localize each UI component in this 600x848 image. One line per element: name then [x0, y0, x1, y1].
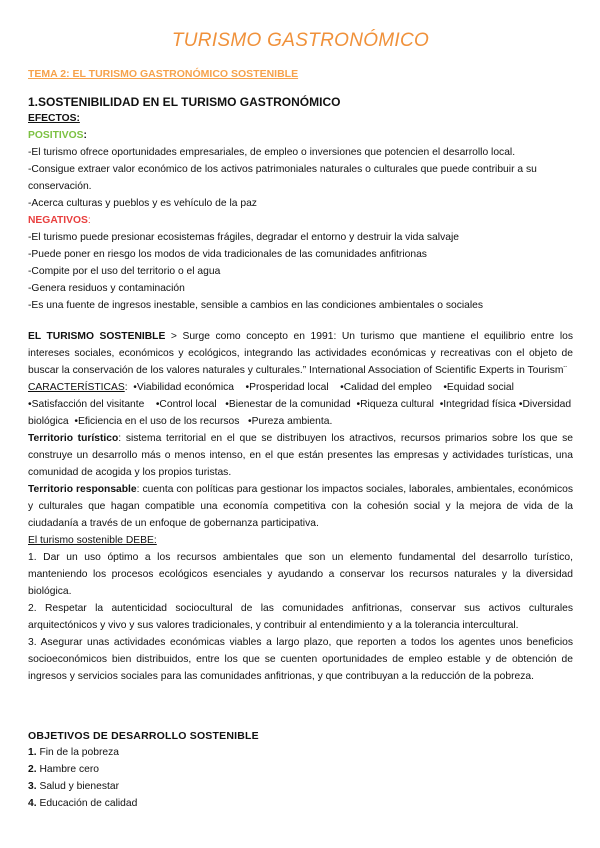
- debe-label: El turismo sostenible DEBE:: [28, 535, 157, 546]
- territorio-turistico-text: : sistema territorial en el que se distribuyen los atractivos, recursos primarios sobre los que se construye un desarrollo más o menos intenso, en el que están presentes las empresas y actividades turísticas, una comunidad de acogida y los propios turistas.: [28, 433, 573, 478]
- objetivo-text: Hambre cero: [36, 764, 99, 775]
- section-sostenibilidad: [28, 94, 573, 314]
- sostenible-text: > Surge como concepto en 1991: Un turismo que mantiene el equilibrio entre los intereses sociales, económicos y ecológicos, integrando las actividades económicas y recreativas con el objeto de buscar la conservación de los valores naturales y culturales.” International Association of Scientific Experts in Tourism¨: [28, 331, 573, 376]
- positivo-item: -Acerca culturas y pueblos y es vehículo de la paz: [28, 198, 257, 209]
- debe-item: 3. Asegurar unas actividades económicas viables a largo plazo, que reporten a todos los agentes unos beneficios socioeconómicos bien distribuidos, entre los que se cuenten oportunidades de empleo estable y de obtención de ingresos y servicios sociales para las comunidades anfitrionas, y que contribuyan a la reducción de la pobreza.: [28, 637, 573, 682]
- negativo-item: -El turismo puede presionar ecosistemas frágiles, degradar el entorno y destruir la vida salvaje: [28, 232, 459, 243]
- caracteristica-item: •Equidad social: [443, 382, 514, 393]
- sostenible-paragraph: [28, 328, 573, 379]
- caracteristicas-label: CARACTERÍSTICAS: [28, 382, 125, 393]
- caracteristica-item: •Control local: [155, 399, 217, 410]
- negativo-item: -Compite por el uso del territorio o el agua: [28, 266, 221, 277]
- positivo-item: -El turismo ofrece oportunidades empresariales, de empleo o inversiones que potencien el desarrollo local.: [28, 147, 516, 158]
- caracteristica-item: •Riqueza cultural: [356, 399, 434, 410]
- objetivo-number: 2.: [28, 764, 37, 775]
- negativo-item: -Es una fuente de ingresos inestable, sensible a cambios en las condiciones ambientales o sociales: [28, 300, 484, 311]
- negativo-item: -Genera residuos y contaminación: [28, 283, 185, 294]
- caracteristica-item: •Viabilidad económica: [133, 382, 235, 393]
- objetivo-item: [28, 795, 573, 812]
- section-turismo-sostenible: [28, 328, 573, 685]
- territorio-turistico-paragraph: [28, 430, 573, 481]
- objetivo-text: Fin de la pobreza: [36, 747, 120, 758]
- caracteristica-item: •Prosperidad local: [245, 382, 329, 393]
- negativos-heading: NEGATIVOS:: [28, 215, 91, 226]
- caracteristica-item: •Diversidad biológica: [28, 399, 572, 427]
- topic-heading: TEMA 2: EL TURISMO GASTRONÓMICO SOSTENIBLE: [28, 68, 299, 80]
- caracteristica-item: •Pureza ambienta.: [248, 416, 333, 427]
- territorio-responsable-paragraph: [28, 481, 573, 532]
- objetivo-item: [28, 778, 573, 795]
- objetivo-text: Salud y bienestar: [36, 781, 120, 792]
- caracteristica-item: •Bienestar de la comunidad: [225, 399, 351, 410]
- sostenible-label: EL TURISMO SOSTENIBLE: [28, 331, 166, 342]
- positivos-heading: POSITIVOS:: [28, 130, 87, 141]
- territorio-turistico-label: Territorio turístico: [28, 433, 119, 444]
- section-objetivos: [28, 728, 573, 812]
- objetivo-item: [28, 761, 573, 778]
- caracteristica-item: •Eficiencia en el uso de los recursos: [74, 416, 240, 427]
- caracteristicas-paragraph: CARACTERÍSTICAS: •Viabilidad económica •Prosperidad local •Calidad del empleo •Equidad social •Satisfacción del visitante •Control local •Bienestar de la comunidad •Riqueza cultural •Integridad física •Diversidad biológica •Eficiencia en el uso de los recursos •Pureza ambienta.: [28, 382, 572, 427]
- caracteristica-item: •Integridad física: [439, 399, 516, 410]
- positivos-label: POSITIVOS: [28, 130, 84, 141]
- objetivo-item: [28, 744, 573, 761]
- section-heading: 1.SOSTENIBILIDAD EN EL TURISMO GASTRONÓMICO: [28, 95, 341, 109]
- objetivo-number: 4.: [28, 798, 37, 809]
- debe-item: 2. Respetar la autenticidad sociocultural de las comunidades anfitrionas, conservar sus activos culturales arquitectónicos y vivo y sus valores tradicionales, y contribuir al entendimiento y a la tolerancia intercultural.: [28, 603, 573, 631]
- objetivo-number: 3.: [28, 781, 37, 792]
- debe-item: 1. Dar un uso óptimo a los recursos ambientales que son un elemento fundamental del desarrollo turístico, manteniendo los procesos ecológicos esenciales y ayudando a conservar los recursos naturales y la diversidad biológica.: [28, 552, 573, 597]
- positivo-item: -Consigue extraer valor económico de los activos patrimoniales naturales o culturales que puede contribuir a su conservación.: [28, 164, 537, 192]
- objetivo-text: Educación de calidad: [36, 798, 138, 809]
- caracteristica-item: •Satisfacción del visitante: [28, 399, 145, 410]
- negativos-label: NEGATIVOS: [28, 215, 88, 226]
- document-title: TURISMO GASTRONÓMICO: [171, 30, 430, 51]
- efectos-label: EFECTOS:: [28, 113, 80, 124]
- territorio-responsable-label: Territorio responsable: [28, 484, 137, 495]
- negativo-item: -Puede poner en riesgo los modos de vida tradicionales de las comunidades anfitrionas: [28, 249, 427, 260]
- caracteristica-item: •Calidad del empleo: [340, 382, 432, 393]
- objetivos-heading: OBJETIVOS DE DESARROLLO SOSTENIBLE: [28, 730, 259, 742]
- objetivo-number: 1.: [28, 747, 37, 758]
- territorio-responsable-text: : cuenta con políticas para gestionar los impactos sociales, laborales, ambientales, económicos y culturales que hagan compatible una economía competitiva con la cohesión social y la mejora de vida de la ciudadanía a través de un enfoque de gobernanza participativa.: [28, 484, 573, 529]
